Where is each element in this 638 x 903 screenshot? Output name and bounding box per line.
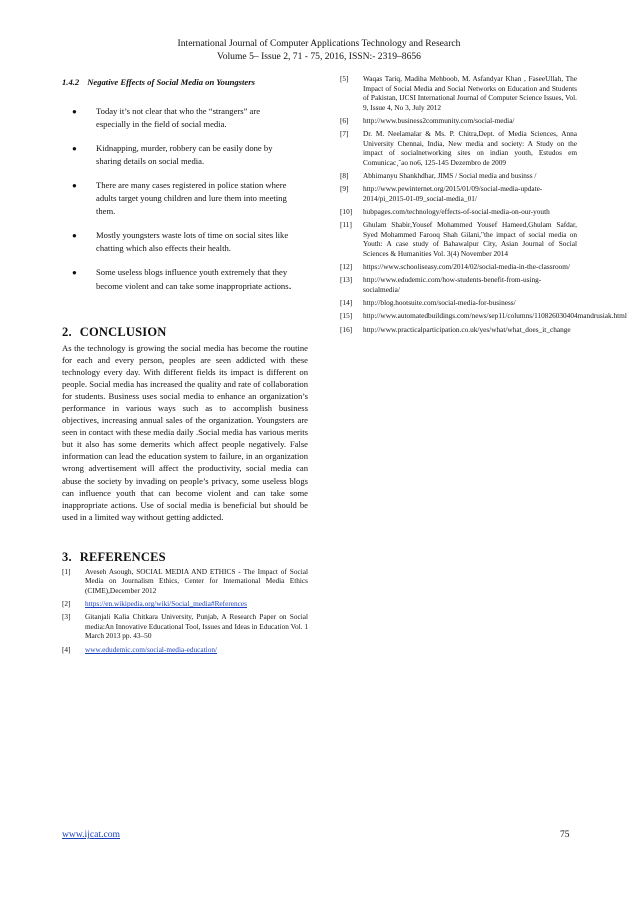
reference-item: [12] https://www.schooliseasy.com/2014/02/social-media-in-the-classroom/ bbox=[340, 262, 570, 272]
section-title: REFERENCES bbox=[79, 549, 166, 564]
subsection-number: 1.4.2 bbox=[62, 77, 80, 87]
journal-issue-info: Volume 5– Issue 2, 71 - 75, 2016, ISSN:- 2319–8656 bbox=[217, 51, 421, 62]
footer-website-link[interactable]: www.ijcat.com bbox=[62, 829, 120, 840]
page-number: 75 bbox=[560, 829, 570, 840]
list-item: ● There are many cases registered in police station where adults target young children and lure them into meeting them. bbox=[72, 180, 287, 216]
references-list-right bbox=[340, 74, 627, 334]
reference-item: [7] Dr. M. Neelamalar & Ms. P. Chitra,Dept. of Media Sciences, Anna University Chennai, India, New media and society: A Study on the impact of socialnetworking sites on indian youth, Estudos em Comunicac¸˜ao no6, 125-145 Dezembro de 2009 bbox=[340, 129, 577, 167]
reference-item: [11] Ghulam Shabir,Yousef Mohammed Yousef Hameed,Ghulam Safdar, Syed Mohammed Farooq Shah Gilani,"the impact of social media on Youth: A case study of Bahawalpur City, Asian Journal of Social Sciences & Humanities Vol. 3(4) November 2014 bbox=[340, 220, 577, 259]
reference-item: [15] http://www.automatedbuildings.com/news/sep11/columns/110826030404mandrusiak.html bbox=[340, 311, 627, 321]
negative-effects-list bbox=[62, 105, 308, 293]
reference-item: [9] http://www.pewinternet.org/2015/01/09/social-media-update-2014/pi_2015-01-09_social-media_01/ bbox=[340, 184, 543, 203]
reference-item: [5] Waqas Tariq, Madiha Mehboob, M. Asfandyar Khan , FaseeUllah, The Impact of Social Media and Social Networks on Education and Students of Pakistan, IJCSI International Journal of Computer Science Issues, Vol. 9, Issue 4, No 3, July 2012 bbox=[340, 74, 577, 112]
reference-item: [2] https://en.wikipedia.org/wiki/Social_media#References bbox=[62, 599, 247, 609]
list-item: ● Today it’s not clear that who the “strangers” are especially in the field of social media. bbox=[72, 106, 261, 129]
reference-item: [10] hubpages.com/technology/effects-of-social-media-on-our-youth bbox=[340, 207, 550, 217]
reference-item: [8] Abhimanyu Shankhdhar, JIMS / Social media and businss / bbox=[340, 171, 537, 181]
list-end-period: . bbox=[288, 278, 292, 292]
reference-link[interactable]: www.edudemic.com/social-media-education/ bbox=[85, 644, 218, 654]
list-item: ● Mostly youngsters waste lots of time on social sites like chatting which also effects their health. bbox=[72, 230, 289, 253]
right-column bbox=[340, 74, 627, 338]
conclusion-heading bbox=[62, 325, 308, 339]
section-number: 3. bbox=[62, 549, 72, 564]
bullet-icon: ● bbox=[72, 144, 77, 153]
reference-item: [13] http://www.edudemic.com/how-students-benefit-from-using-socialmedia/ bbox=[340, 275, 542, 295]
reference-item: [3] Gitanjali Kalia Chitkara University, Punjab, A Research Paper on Social media:An Innovative Educational Tool, Issues and Ideas in Education Vol. 1 March 2013 pp. 43–50 bbox=[62, 612, 308, 641]
reference-item: [6] http://www.business2community.com/social-media/ bbox=[340, 115, 515, 125]
conclusion-paragraph: As the technology is growing the social media has become the routine for each and every person, peoples are seen addicted with these technology every day. With different fields its impact is different on people. Social media has increased the quality and rate of collaboration for students. Business uses social media to enhance an organization’s performance in various ways such as to accomplish business objectives, increasing annual sales of the organization. Youngsters are seen in contact with these media daily .Social media has various merits but it also has some demerits which affect people negatively. False information can lead the education system to failure, in an organization wrong advertisement will affect the productivity, social media can abuse the society by invading on people’s privacy, some useless blogs can influence youth that can become violent and can take some inappropriate actions. Use of social media is beneficial but should be used in a limited way without getting addicted. bbox=[62, 343, 308, 522]
reference-item: [1] Aveseh Asough, SOCIAL MEDIA AND ETHICS - The Impact of Social Media on Journalism Ethics, Center for International Media Ethics (CIME),December 2012 bbox=[62, 566, 308, 595]
list-item: ● Kidnapping, murder, robbery can be easily done by sharing details on social media. bbox=[72, 143, 273, 166]
bullet-icon: ● bbox=[72, 107, 77, 116]
section-number: 2. bbox=[62, 325, 72, 339]
reference-item: [4] www.edudemic.com/social-media-education/ bbox=[62, 644, 218, 654]
subsection-heading bbox=[62, 77, 308, 88]
bullet-icon: ● bbox=[72, 231, 77, 240]
subsection-title: Negative Effects of Social Media on Youngsters bbox=[87, 77, 255, 87]
journal-header bbox=[0, 37, 638, 63]
references-heading bbox=[62, 550, 308, 564]
reference-link[interactable]: https://en.wikipedia.org/wiki/Social_media#References bbox=[85, 599, 247, 609]
journal-title: International Journal of Computer Applications Technology and Research bbox=[177, 38, 461, 49]
left-column bbox=[62, 74, 308, 658]
list-item: ● Some useless blogs influence youth extremely that they become violent and can take some inappropriate actions. bbox=[72, 267, 292, 292]
references-list-left bbox=[62, 567, 308, 655]
reference-item: [14] http://blog.hootsuite.com/social-media-for-business/ bbox=[340, 298, 516, 308]
bullet-icon: ● bbox=[72, 268, 77, 277]
bullet-icon: ● bbox=[72, 181, 77, 190]
reference-item: [16] http://www.practicalparticipation.co.uk/yes/what/what_does_it_change bbox=[340, 324, 571, 334]
section-title: CONCLUSION bbox=[79, 325, 167, 339]
